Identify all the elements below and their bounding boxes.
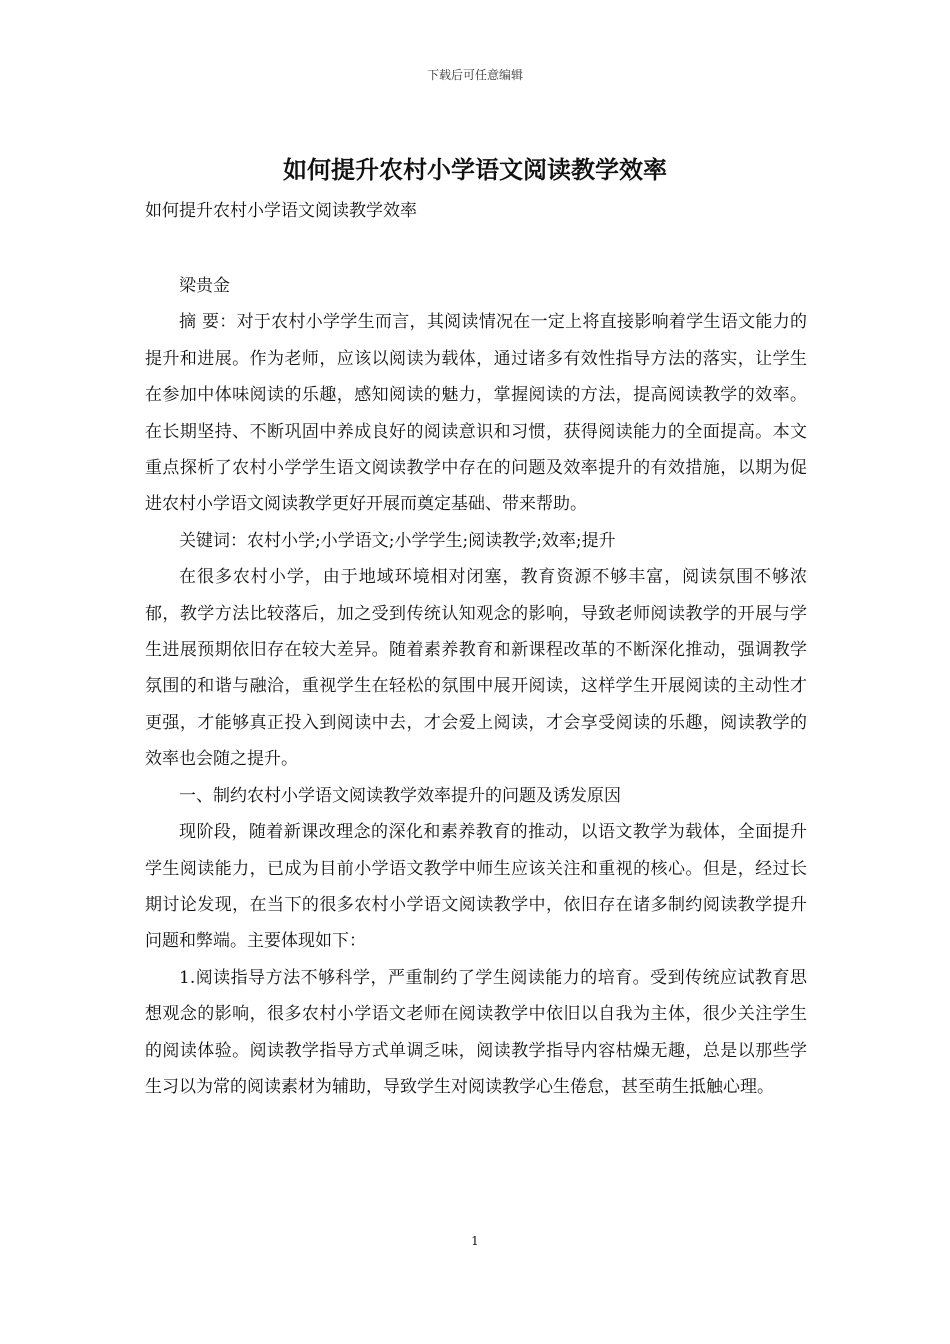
body-paragraph: 现阶段，随着新课改理念的深化和素养教育的推动，以语文教学为载体，全面提升学生阅读能力，已成为目前小学语文教学中师生应该关注和重视的核心。但是，经过长期讨论发现，在当下的很多农村小学语文阅读教学中，依旧存在诸多制约阅读教学提升问题和弊端。主要体现如下：: [145, 822, 807, 952]
document-body: [145, 268, 807, 1105]
page-header-note: 下载后可任意编辑: [426, 68, 523, 82]
abstract-paragraph: 摘 要：对于农村小学学生而言，其阅读情况在一定上将直接影响着学生语文能力的提升和进展。作为老师，应该以阅读为载体，通过诸多有效性指导方法的落实，让学生在参加中体味阅读的乐趣，感知阅读的魅力，掌握阅读的方法，提高阅读教学的效率。在长期坚持、不断巩固中养成良好的阅读意识和习惯，获得阅读能力的全面提高。本文重点探析了农村小学学生语文阅读教学中存在的问题及效率提升的有效措施，以期为促进农村小学语文阅读教学更好开展而奠定基础、带来帮助。: [145, 312, 807, 515]
keywords-paragraph: 关键词：农村小学;小学语文;小学学生;阅读教学;效率;提升: [179, 530, 616, 551]
body-paragraph: 1.阅读指导方法不够科学，严重制约了学生阅读能力的培育。受到传统应试教育思想观念的影响，很多农村小学语文老师在阅读教学中依旧以自我为主体，很少关注学生的阅读体验。阅读教学指导方式单调乏味，阅读教学指导内容枯燥无趣，总是以那些学生习以为常的阅读素材为辅助，导致学生对阅读教学心生倦怠，甚至萌生抵触心理。: [145, 967, 807, 1097]
document-title: 如何提升农村小学语文阅读教学效率: [283, 155, 667, 184]
section-heading: 一、制约农村小学语文阅读教学效率提升的问题及诱发原因: [179, 785, 621, 806]
intro-paragraph: 在很多农村小学，由于地域环境相对闭塞，教育资源不够丰富，阅读氛围不够浓郁，教学方法比较落后，加之受到传统认知观念的影响，导致老师阅读教学的开展与学生进展预期依旧存在较大差异。随着素养教育和新课程改革的不断深化推动，强调教学氛围的和谐与融洽，重视学生在轻松的氛围中展开阅读，这样学生开展阅读的主动性才更强，才能够真正投入到阅读中去，才会爱上阅读，才会享受阅读的乐趣，阅读教学的效率也会随之提升。: [145, 567, 807, 770]
document-subtitle: 如何提升农村小学语文阅读教学效率: [145, 201, 417, 221]
page-number: 1: [471, 1234, 479, 1248]
author-line: 梁贵金: [179, 276, 230, 296]
